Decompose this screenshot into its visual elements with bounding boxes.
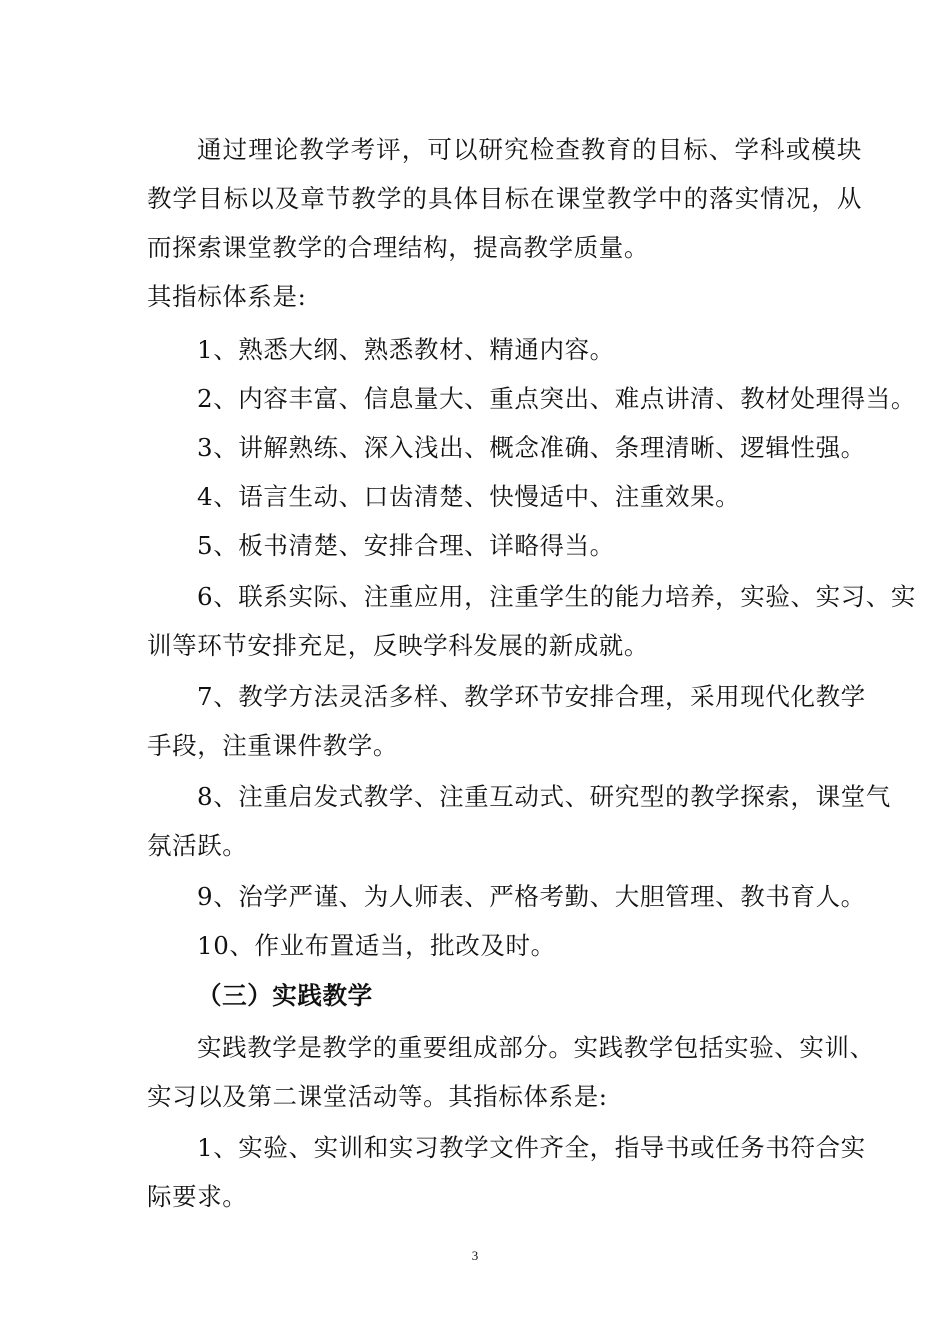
list-item-continuation: 训等环节安排充足，反映学科发展的新成就。 [147, 631, 649, 660]
list-item: 4、语言生动、口齿清楚、快慢适中、注重效果。 [197, 482, 741, 511]
list-item: 9、治学严谨、为人师表、严格考勤、大胆管理、教书育人。 [197, 882, 866, 911]
section-heading: （三）实践教学 [197, 981, 373, 1010]
paragraph-line: 其指标体系是: [147, 282, 307, 311]
list-item: 1、熟悉大纲、熟悉教材、精通内容。 [197, 335, 615, 364]
list-item: 2、内容丰富、信息量大、重点突出、难点讲清、教材处理得当。 [197, 384, 916, 413]
paragraph-line: 实习以及第二课堂活动等。其指标体系是: [147, 1082, 608, 1111]
list-item: 8、注重启发式教学、注重互动式、研究型的教学探索，课堂气 [197, 782, 891, 811]
list-item: 6、联系实际、注重应用，注重学生的能力培养，实验、实习、实 [197, 582, 916, 611]
list-item: 7、教学方法灵活多样、教学环节安排合理，采用现代化教学 [197, 682, 866, 711]
list-item: 5、板书清楚、安排合理、详略得当。 [197, 531, 615, 560]
paragraph-line: 通过理论教学考评，可以研究检查教育的目标、学科或模块 [197, 135, 862, 164]
list-item-continuation: 手段，注重课件教学。 [147, 731, 398, 760]
list-item: 10、作业布置适当，批改及时。 [197, 931, 556, 960]
paragraph-line: 教学目标以及章节教学的具体目标在课堂教学中的落实情况，从 [147, 184, 862, 213]
page-number: 3 [471, 1248, 479, 1263]
paragraph-line: 实践教学是教学的重要组成部分。实践教学包括实验、实训、 [197, 1033, 875, 1062]
list-item: 1、实验、实训和实习教学文件齐全，指导书或任务书符合实 [197, 1133, 866, 1162]
list-item-continuation: 氛活跃。 [147, 831, 248, 860]
list-item: 3、讲解熟练、深入浅出、概念准确、条理清晰、逻辑性强。 [197, 433, 866, 462]
paragraph-line: 而探索课堂教学的合理结构，提高教学质量。 [147, 233, 649, 262]
list-item-continuation: 际要求。 [147, 1182, 248, 1211]
